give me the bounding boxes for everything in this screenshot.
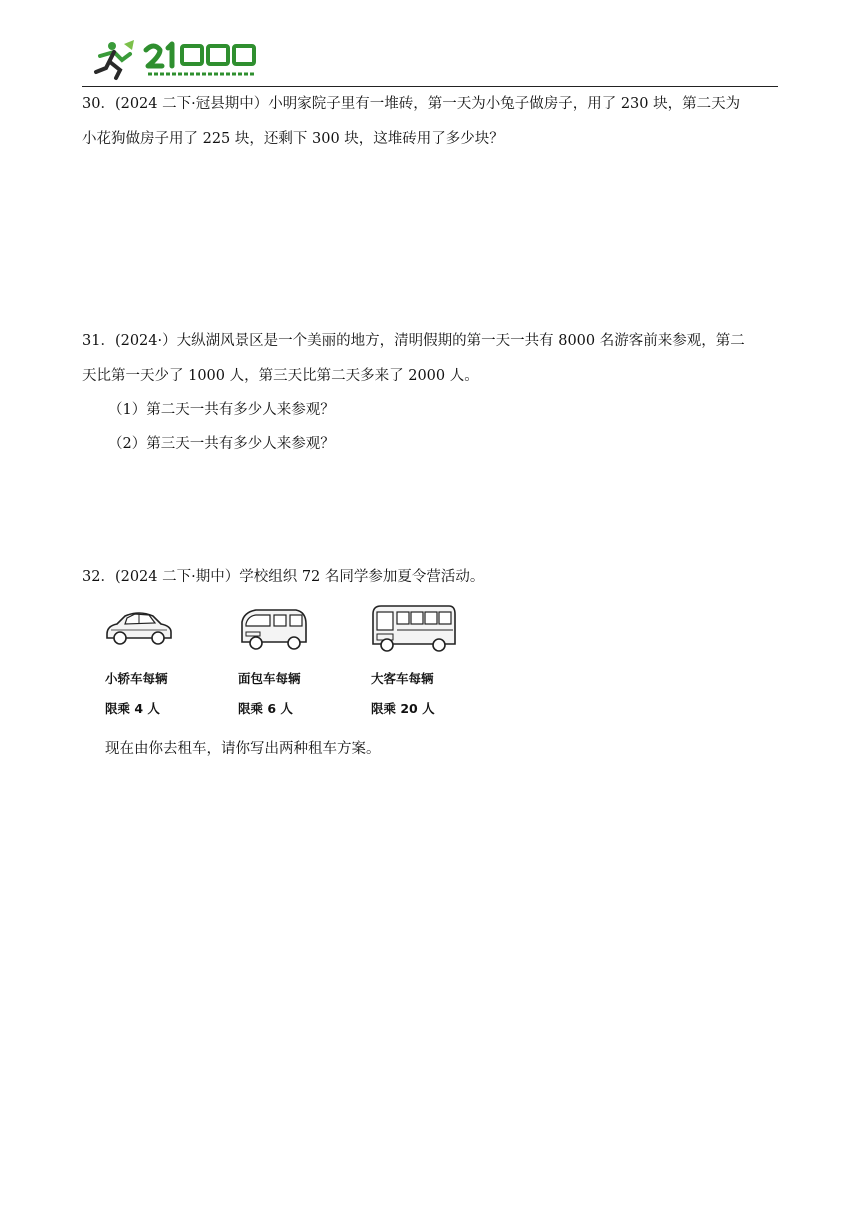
bus-icon [369, 600, 459, 656]
vehicle-bus [369, 600, 479, 720]
q32-prompt: 现在由你去租车，请你写出两种租车方案。 [105, 741, 381, 757]
q32-line1: 32．(2024 二下·期中）学校组织 72 名同学参加夏令营活动。 [82, 569, 485, 585]
q30-line1: 30．(2024 二下·冠县期中）小明家院子里有一堆砖，第一天为小兔子做房子，用了 230 块，第二天为 [82, 96, 741, 112]
car-icon [103, 600, 175, 650]
vehicle-limit: 限乘 4 人 [105, 701, 160, 716]
q30-line2: 小花狗做房子用了 225 块，还剩下 300 块，这堆砖用了多少块？ [82, 131, 504, 147]
page-header [82, 34, 778, 86]
van-icon [236, 600, 312, 654]
site-logo [92, 36, 292, 82]
vehicle-limit: 限乘 6 人 [238, 701, 293, 716]
vehicle-label: 大客车每辆 [371, 671, 434, 686]
vehicle-label: 小轿车每辆 [105, 671, 168, 686]
q31-line2: 天比第一天少了 1000 人，第三天比第二天多来了 2000 人。 [82, 368, 479, 384]
q31-subquestion-1: （1）第二天一共有多少人来参观？ [108, 402, 335, 418]
vehicle-van [236, 600, 346, 720]
vehicle-car [103, 600, 213, 720]
q31-subquestion-2: （2）第三天一共有多少人来参观？ [108, 436, 335, 452]
vehicle-limit: 限乘 20 人 [371, 701, 435, 716]
q31-line1: 31．(2024·）大纵湖风景区是一个美丽的地方，清明假期的第一天一共有 8000 名游客前来参观，第二 [82, 333, 745, 349]
header-rule [82, 86, 778, 87]
vehicle-label: 面包车每辆 [238, 671, 301, 686]
